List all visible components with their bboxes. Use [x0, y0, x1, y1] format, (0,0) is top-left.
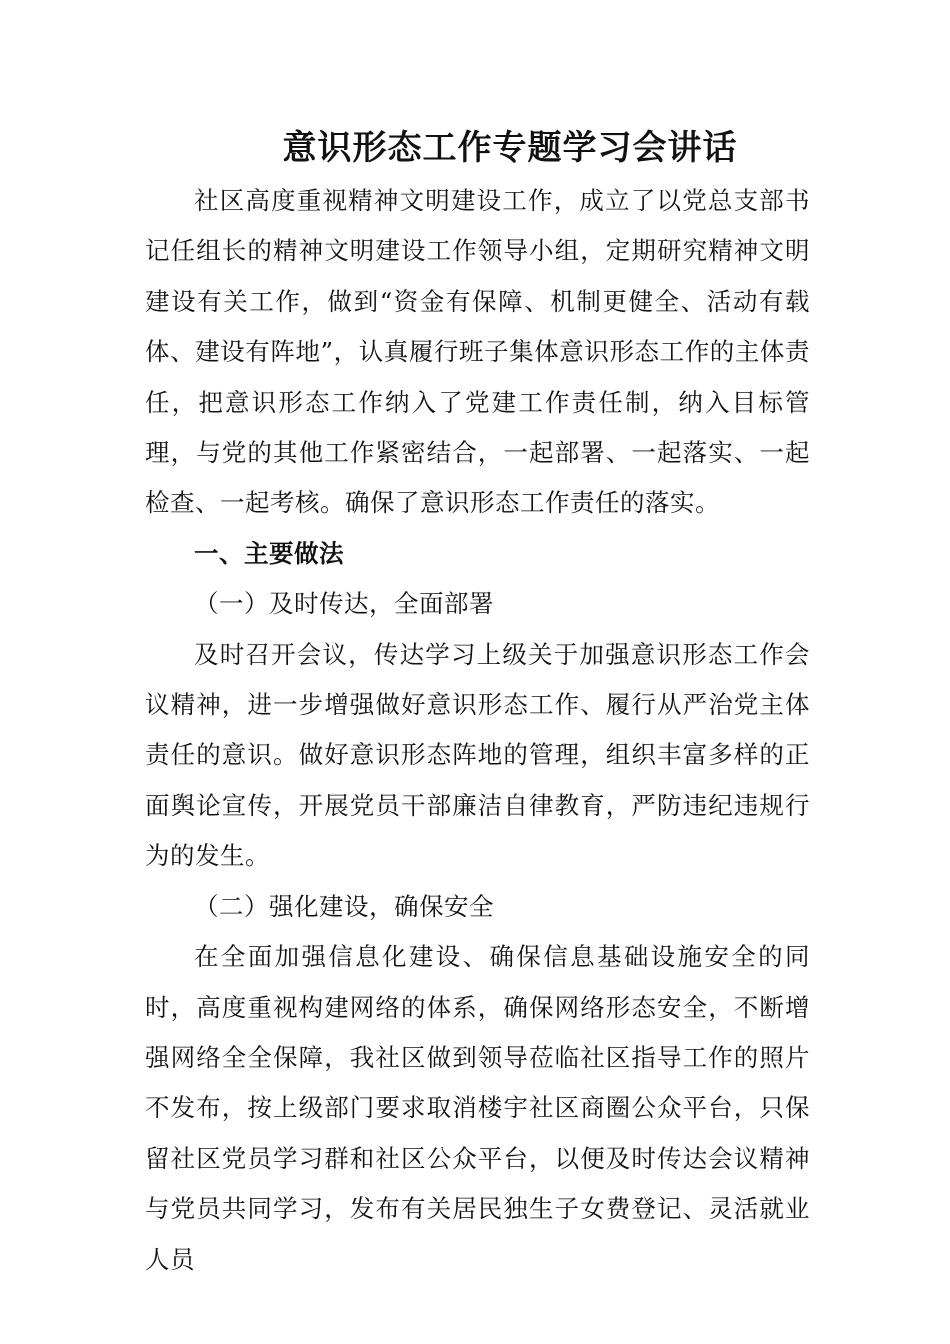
subsection-paragraph-1: 及时召开会议，传达学习上级关于加强意识形态工作会议精神，进一步增强做好意识形态工作、履行从严治党主体责任的意识。做好意识形态阵地的管理，组织丰富多样的正面舆论宣传，开展党员干部廉洁自律教育，严防违纪违规行为的发生。 [145, 639, 810, 871]
document-title: 意识形态工作专题学习会讲话 [282, 128, 738, 168]
intro-paragraph: 社区高度重视精神文明建设工作，成立了以党总支部书记任组长的精神文明建设工作领导小组，定期研究精神文明建设有关工作，做到“资金有保障、机制更健全、活动有载体、建设有阵地”，认真履行班子集体意识形态工作的主体责任，把意识形态工作纳入了党建工作责任制，纳入目标管理，与党的其他工作紧密结合，一起部署、一起落实、一起检查、一起考核。确保了意识形态工作责任的落实。 [145, 186, 810, 518]
subsection-heading-1: （一）及时传达，全面部署 [194, 589, 494, 619]
section-heading-main-practices: 一、主要做法 [194, 538, 344, 568]
subsection-paragraph-2: 在全面加强信息化建设、确保信息基础设施安全的同时，高度重视构建网络的体系，确保网络形态安全，不断增强网络全全保障，我社区做到领导莅临社区指导工作的照片不发布，按上级部门要求取消楼宇社区商圈公众平台，只保留社区党员学习群和社区公众平台，以便及时传达会议精神与党员共同学习，发布有关居民独生子女费登记、灵活就业人员 [145, 942, 810, 1274]
subsection-heading-2: （二）强化建设，确保安全 [194, 891, 494, 921]
document-body [145, 176, 810, 1285]
